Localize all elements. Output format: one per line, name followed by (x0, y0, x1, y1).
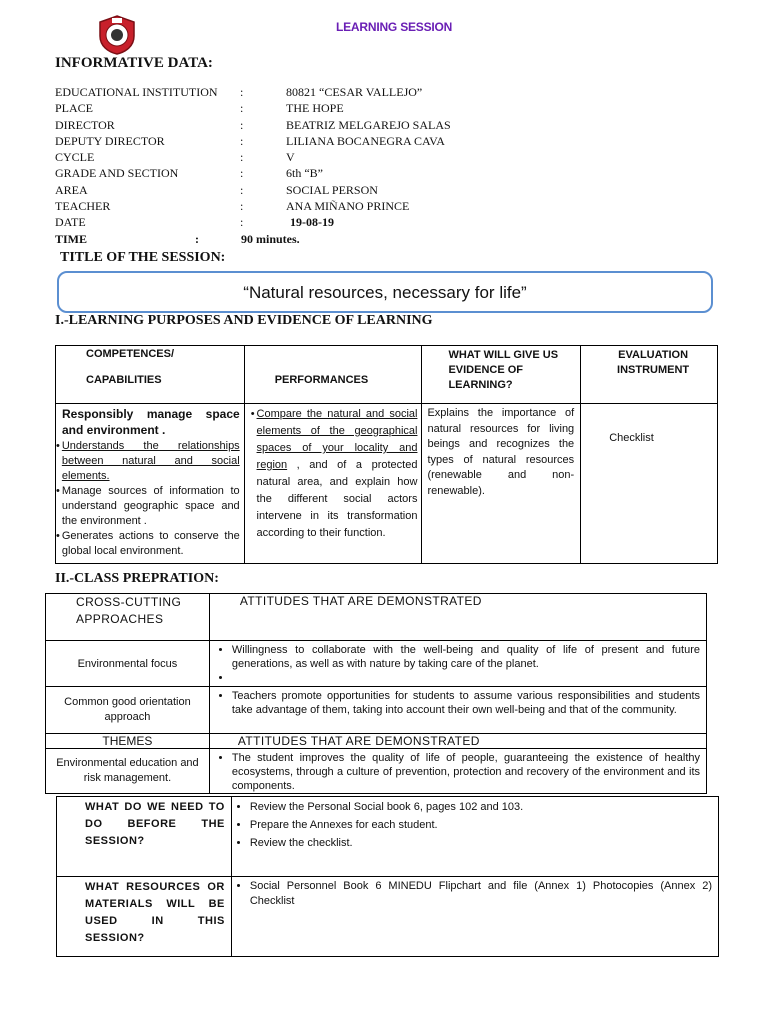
capability-item: • Manage sources of information to understand geographic space and the environment . (56, 485, 240, 527)
header-instrument: EVALUATION INSTRUMENT (581, 346, 718, 404)
themes-attitudes-header: ATTITUDES THAT ARE DEMONSTRATED (209, 734, 706, 749)
common-good-label: Common good orientation approach (46, 687, 210, 734)
info-row-date: DATE : 19-08-19 (55, 215, 334, 229)
info-row-area: AREA : SOCIAL PERSON (55, 183, 378, 197)
section-1-title: I.-LEARNING PURPOSES AND EVIDENCE OF LEARNING (55, 313, 433, 328)
evidence-cell: Explains the importance of natural resources for living beings and recognizes the types of natural resources (renewable and non-renewable). (422, 404, 581, 564)
school-crest-logo (96, 14, 138, 56)
info-row-place: PLACE : THE HOPE (55, 101, 344, 115)
environmental-focus-attitudes: • Willingness to collaborate with the well-being and quality of life of present and future generations, as well as with nature by taking care of the planet. • (209, 641, 706, 687)
common-good-attitudes: • Teachers promote opportunities for students to assume various responsibilities and students take advantage of them, taking into account their own well-being and that of the community. (209, 687, 706, 734)
info-row-time: TIME : 90 minutes. (55, 232, 300, 246)
capabilities-cell (56, 404, 245, 564)
page-header-title: LEARNING SESSION (336, 20, 453, 34)
learning-purposes-table (55, 345, 718, 564)
resources-items: • Social Personnel Book 6 MINEDU Flipchart and file (Annex 1) Photocopies (Annex 2) Checklist (231, 877, 718, 957)
session-preparation-table (56, 796, 719, 957)
attitudes-header: ATTITUDES THAT ARE DEMONSTRATED (209, 594, 706, 641)
class-preparation-table (45, 593, 707, 794)
themes-header: THEMES (46, 734, 210, 749)
info-row-cycle: CYCLE : V (55, 150, 295, 164)
environmental-education-label: Environmental education and risk management. (46, 749, 210, 794)
competence-title: Responsibly manage space and environment . (62, 407, 240, 437)
capability-item: • Understands the relationships between natural and social elements. (56, 440, 240, 482)
performance-cell: • Compare the natural and social elements of the geographical spaces of your locality and region , and of a protected natural area, and explain how the different social actors intervene in its transformation according to their function. (244, 404, 422, 564)
header-evidence: WHAT WILL GIVE US EVIDENCE OF LEARNING? (422, 346, 581, 404)
info-row-teacher: TEACHER : ANA MIÑANO PRINCE (55, 199, 410, 213)
info-row-director: DIRECTOR : BEATRIZ MELGAREJO SALAS (55, 118, 451, 132)
before-session-items: • Review the Personal Social book 6, pages 102 and 103. • Prepare the Annexes for each student. • Review the checklist. (231, 797, 718, 877)
session-title-box: “Natural resources, necessary for life” (57, 271, 713, 313)
informative-data-title: INFORMATIVE DATA: (55, 55, 213, 71)
resources-question: WHAT RESOURCES OR MATERIALS WILL BE USED IN THIS SESSION? (57, 877, 232, 957)
before-session-question: WHAT DO WE NEED TO DO BEFORE THE SESSION? (57, 797, 232, 877)
info-row-grade-section: GRADE AND SECTION : 6th “B” (55, 166, 323, 180)
capability-item: • Generates actions to conserve the global local environment. (56, 530, 240, 557)
info-row-institution: EDUCATIONAL INSTITUTION : 80821 “CESAR VALLEJO” (55, 85, 423, 99)
header-performances: PERFORMANCES (244, 346, 422, 404)
environmental-education-attitudes: • The student improves the quality of life of people, guaranteeing the existence of healthy ecosystems, through a culture of prevention, protection and recovery of the environment and its components. (209, 749, 706, 794)
session-title-label: TITLE OF THE SESSION: (60, 250, 226, 265)
info-row-deputy-director: DEPUTY DIRECTOR : LILIANA BOCANEGRA CAVA (55, 134, 445, 148)
instrument-cell: Checklist (581, 404, 718, 564)
cross-cutting-header: CROSS-CUTTING APPROACHES (46, 594, 210, 641)
environmental-focus-label: Environmental focus (46, 641, 210, 687)
header-competences: COMPETENCES/ CAPABILITIES (56, 346, 245, 404)
section-2-title: II.-CLASS PREPRATION: (55, 571, 219, 586)
